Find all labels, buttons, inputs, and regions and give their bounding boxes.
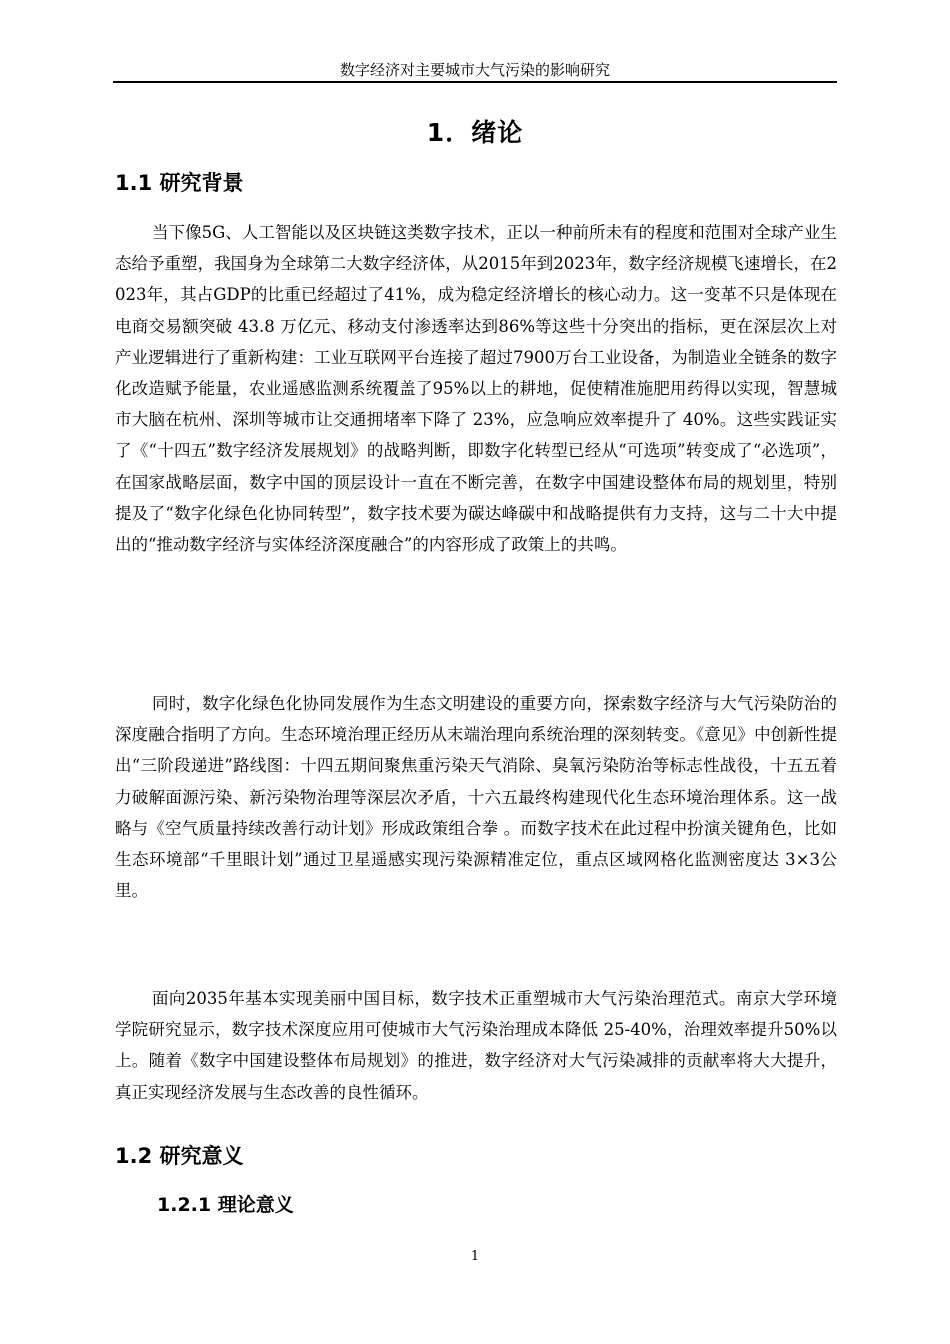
- header-rule: [113, 81, 837, 83]
- running-header: 数字经济对主要城市大气污染的影响研究: [339, 61, 610, 79]
- paragraph-background-2: 同时，数字化绿色化协同发展作为生态文明建设的重要方向，探索数字经济与大气污染防治的深度融合指明了方向。生态环境治理正经历从末端治理向系统治理的深刻转变。《意见》中创新性提出“三阶段递进”路线图：十四五期间聚焦重污染天气消除、臭氧污染防治等标志性战役，十五五着力破解面源污染、新污染物治理等深层次矛盾，十六五最终构建现代化生态环境治理体系。这一战略与《空气质量持续改善行动计划》形成政策组合拳 。而数字技术在此过程中扮演关键角色，比如生态环境部“千里眼计划”通过卫星遥感实现污染源精准定位，重点区域网格化监测密度达 3×3公里。: [115, 694, 837, 901]
- section-heading-1-2: 1.2 研究意义: [115, 1144, 244, 1168]
- paragraph-background-3: 面向2035年基本实现美丽中国目标，数字技术正重塑城市大气污染治理范式。南京大学环境学院研究显示，数字技术深度应用可使城市大气污染治理成本降低 25-40%，治理效率提升50%以上。随着《数字中国建设整体布局规划》的推进，数字经济对大气污染减排的贡献率将大大提升，真正实现经济发展与生态改善的良性循环。: [115, 989, 837, 1102]
- section-heading-1-1: 1.1 研究背景: [115, 171, 244, 195]
- chapter-title: 1．绪论: [426, 118, 524, 147]
- paragraph-background-1: 当下像5G、人工智能以及区块链这类数字技术，正以一种前所未有的程度和范围对全球产业生态给予重塑，我国身为全球第二大数字经济体，从2015年到2023年，数字经济规模飞速增长，在2023年，其占GDP的比重已经超过了41%，成为稳定经济增长的核心动力。这一变革不只是体现在电商交易额突破 43.8 万亿元、移动支付渗透率达到86%等这些十分突出的指标，更在深层次上对产业逻辑进行了重新构建：工业互联网平台连接了超过7900万台工业设备，为制造业全链条的数字化改造赋予能量，农业遥感监测系统覆盖了95%以上的耕地，促使精准施肥用药得以实现，智慧城市大脑在杭州、深圳等城市让交通拥堵率下降了 23%，应急响应效率提升了 40%。这些实践证实了《“十四五”数字经济发展规划》的战略判断，即数字化转型已经从“可选项”转变成了“必选项”，在国家战略层面，数字中国的顶层设计一直在不断完善，在数字中国建设整体布局的规划里，特别提及了“数字化绿色化协同转型”，数字技术要为碳达峰碳中和战略提供有力支持，这与二十大中提出的“推动数字经济与实体经济深度融合”的内容形成了政策上的共鸣。: [115, 223, 837, 555]
- page-number: 1: [470, 1249, 480, 1264]
- subsection-heading-1-2-1: 1.2.1 理论意义: [157, 1194, 294, 1216]
